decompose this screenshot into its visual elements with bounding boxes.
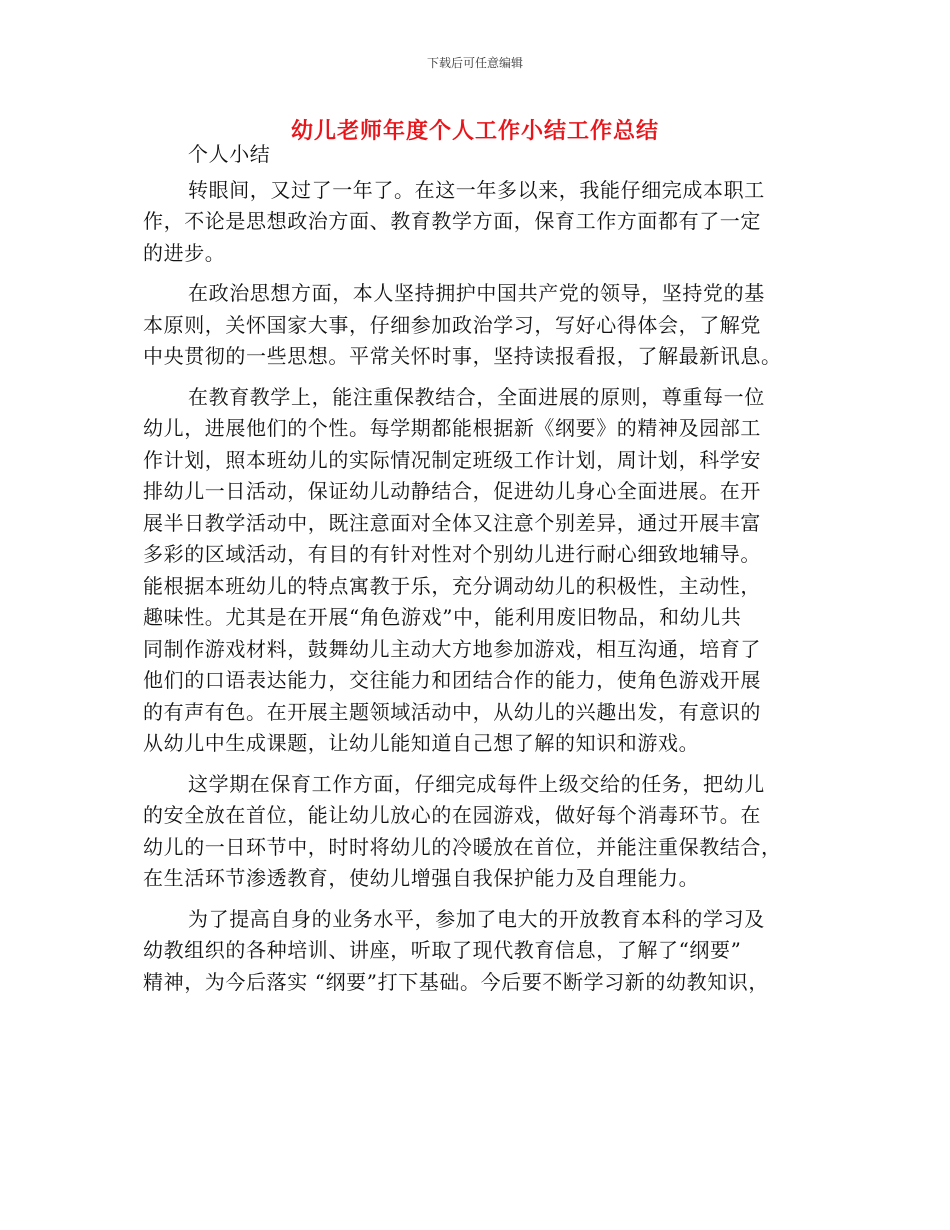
document-title: 幼儿老师年度个人工作小结工作总结	[290, 118, 659, 144]
paragraph-line: 的安全放在首位，能让幼儿放心的在园游戏，做好每个消毒环节。在	[143, 803, 761, 827]
paragraph	[143, 175, 815, 270]
paragraph-line: 在生活环节渗透教育，使幼儿增强自我保护能力及自理能力。	[143, 866, 700, 890]
paragraph-line: 本原则，关怀国家大事，仔细参加政治学习，写好心得体会，了解党	[143, 312, 761, 337]
paragraph-line: 精神，为今后落实 “纲要”打下基础。今后要不断学习新的幼教知识，	[143, 969, 770, 994]
document-body	[143, 139, 815, 1007]
paragraph-line: 的进步。	[143, 240, 226, 265]
paragraph-line: 排幼儿一日活动，保证幼儿动静结合，促进幼儿身心全面进展。在开	[143, 479, 761, 503]
paragraph-line: 转眼间，又过了一年了。在这一年多以来，我能仔细完成本职工	[188, 177, 765, 202]
paragraph-line: 在教育教学上，能注重保教结合，全面进展的原则，尊重每一位	[188, 384, 765, 409]
paragraph-line: 幼儿，进展他们的个性。每学期都能根据新《纲要》的精神及园部工	[143, 416, 761, 440]
paragraph-line: 多彩的区域活动，有目的有针对性对个别幼儿进行耐心细致地辅导。	[143, 542, 761, 566]
paragraph-line: 能根据本班幼儿的特点寓教于乐，充分调动幼儿的积极性，主动性，	[143, 573, 761, 598]
paragraph-line: 趣味性。尤其是在开展“角色游戏”中，能利用废旧物品，和幼儿共	[143, 605, 742, 629]
paragraph-line: 展半日教学活动中，既注意面对全体又注意个别差异，通过开展丰富	[143, 510, 761, 535]
paragraph-line: 的有声有色。在开展主题领域活动中，从幼儿的兴趣出发，有意识的	[143, 699, 761, 724]
paragraph	[143, 904, 815, 999]
paragraph-line: 作计划，照本班幼儿的实际情况制定班级工作计划，周计划，科学安	[143, 447, 761, 472]
paragraph-line: 他们的口语表达能力，交往能力和团结合作的能力，使角色游戏开展	[143, 668, 761, 692]
paragraph-list	[143, 175, 815, 999]
paragraph-line: 幼教组织的各种培训、讲座，听取了现代教育信息，了解了“纲要”	[143, 938, 742, 962]
paragraph	[143, 382, 815, 760]
paragraph	[143, 278, 815, 373]
section-title: 个人小结	[188, 142, 271, 166]
paragraph-line: 同制作游戏材料，鼓舞幼儿主动大方地参加游戏，相互沟通，培育了	[143, 636, 761, 661]
paragraph	[143, 769, 815, 895]
paragraph-line: 作，不论是思想政治方面、教育教学方面，保育工作方面都有了一定	[143, 209, 761, 233]
paragraph-line: 幼儿的一日环节中，时时将幼儿的冷暖放在首位，并能注重保教结合，	[143, 834, 782, 859]
paragraph-line: 中央贯彻的一些思想。平常关怀时事，坚持读报看报，了解最新讯息。	[143, 344, 782, 368]
header-note: 下载后可任意编辑	[426, 56, 523, 70]
paragraph-line: 这学期在保育工作方面，仔细完成每件上级交给的任务，把幼儿	[188, 771, 765, 796]
paragraph-line: 为了提高自身的业务水平，参加了电大的开放教育本科的学习及	[188, 906, 765, 931]
paragraph-line: 从幼儿中生成课题，让幼儿能知道自己想了解的知识和游戏。	[143, 731, 700, 755]
paragraph-line: 在政治思想方面，本人坚持拥护中国共产党的领导，坚持党的基	[188, 281, 765, 305]
